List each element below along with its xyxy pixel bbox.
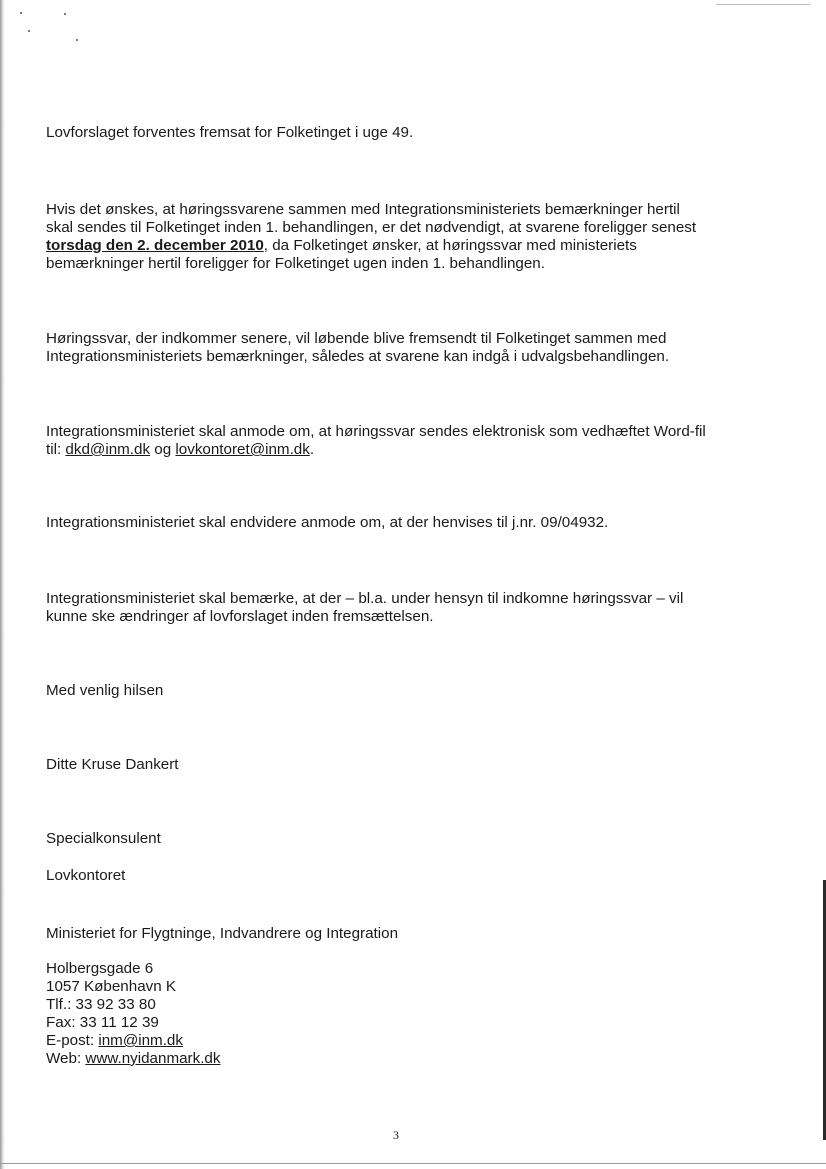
scan-top-line (716, 4, 810, 5)
scan-speck (76, 39, 78, 41)
signatory-title: Specialkonsulent (46, 830, 161, 847)
signatory-name: Ditte Kruse Dankert (46, 756, 179, 773)
contact-email-link[interactable]: inm@inm.dk (98, 1032, 183, 1049)
paragraph-changes-notice: Integrationsministeriet skal bemærke, at der – bl.a. under hensyn til indkomne høringssvar – vil kunne ske ændringer af lovforslaget inden fremsættelsen. (46, 590, 684, 625)
ministry-name: Ministeriet for Flygtninge, Indvandrere og Integration (46, 925, 399, 942)
contact-email-line: E-post: inm@inm.dk (46, 1032, 183, 1049)
contact-phone: Tlf.: 33 92 33 80 (46, 996, 156, 1013)
email-link-lovkontoret[interactable]: lovkontoret@inm.dk (175, 441, 310, 458)
contact-web-link[interactable]: www.nyidanmark.dk (85, 1050, 221, 1067)
paragraph-electronic-submission: Integrationsministeriet skal anmode om, at høringssvar sendes elektronisk som vedhæftet Word-fil til: dkd@inm.dk og lovkontoret@inm.dk. (46, 423, 706, 458)
scan-speck (20, 12, 22, 14)
contact-web-line: Web: www.nyidanmark.dk (46, 1050, 221, 1067)
closing-salutation: Med venlig hilsen (46, 682, 164, 699)
paragraph-deadline: Hvis det ønskes, at høringssvarene sammen med Integrationsministeriets bemærkninger hertil skal sendes til Folketinget inden 1. behandlingen, er det nødvendigt, at svarene foreligger senest torsdag den 2. december 2010, da Folketinget ønsker, at høringssvar med ministeriets bemærkninger hertil foreligger for Folketinget ugen inden 1. behandlingen. (46, 201, 697, 272)
contact-block (46, 960, 220, 1068)
paragraph-submission-week: Lovforslaget forventes fremsat for Folketinget i uge 49. (46, 124, 414, 141)
contact-fax: Fax: 33 11 12 39 (46, 1014, 159, 1031)
office-name: Lovkontoret (46, 867, 126, 884)
scan-bottom-line (0, 1163, 826, 1164)
scan-speck (28, 30, 30, 32)
contact-city: 1057 København K (46, 978, 177, 995)
scan-left-edge (0, 0, 5, 1169)
paragraph-late-responses: Høringssvar, der indkommer senere, vil løbende blive fremsendt til Folketinget sammen med Integrationsministeriets bemærkninger, således at svarene kan indgå i udvalgsbehandlingen. (46, 330, 670, 365)
email-link-dkd[interactable]: dkd@inm.dk (65, 441, 151, 458)
deadline-date: torsdag den 2. december 2010 (46, 237, 264, 254)
paragraph-reference-number: Integrationsministeriet skal endvidere anmode om, at der henvises til j.nr. 09/04932. (46, 514, 609, 531)
scan-speck (64, 13, 66, 15)
contact-street: Holbergsgade 6 (46, 960, 154, 977)
page-number: 3 (393, 1128, 399, 1142)
